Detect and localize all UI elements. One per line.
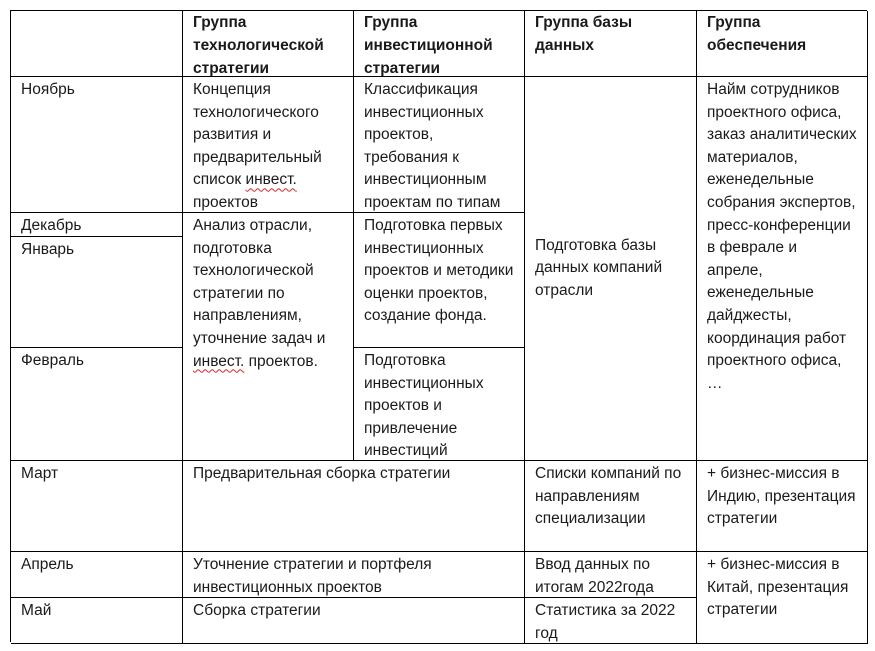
tech-dec-feb-spellcheck-word: инвест.	[193, 352, 245, 370]
month-february	[11, 348, 183, 461]
header-tech-group	[183, 11, 354, 77]
database-april-text: Ввод данных по итогам 2022года	[535, 556, 654, 596]
database-nov-feb-cell	[525, 77, 697, 461]
header-empty-cell	[11, 11, 183, 77]
month-march-label: Март	[21, 465, 59, 482]
support-nov-feb-cell	[697, 77, 868, 461]
support-april-may-text: + бизнес-миссия в Китай, презентация стратегии	[707, 556, 849, 619]
database-march-cell	[525, 461, 697, 552]
march-strategy-cell	[183, 461, 525, 552]
header-invest-group	[354, 11, 525, 77]
month-may-label: Май	[21, 602, 52, 619]
support-march-text: + бизнес-миссия в Индию, презентация стратегии	[707, 465, 856, 528]
database-may-text: Статистика за 2022 год	[535, 602, 676, 642]
invest-dec-jan-text: Подготовка первых инвестиционных проектов и методики оценки проектов, создание фонда.	[364, 217, 514, 325]
database-march-text: Списки компаний по направлениям специализации	[535, 465, 682, 528]
support-nov-feb-text: Найм сотрудников проектного офиса, заказ аналитических материалов, еженедельные собрания экспертов, пресс-конференции в феврале и апреле, еженедельные дайджесты, координация работ проектного офиса, …	[707, 81, 857, 392]
header-database-group	[525, 11, 697, 77]
database-may-cell	[525, 598, 697, 644]
may-strategy-cell	[183, 598, 525, 644]
month-may	[11, 598, 183, 644]
tech-november-text-end: проектов	[193, 193, 258, 211]
header-tech-label: Группа технологической стратегии	[193, 14, 324, 77]
tech-november-text: Концепция технологического развития и предварительный список	[193, 81, 322, 189]
invest-february-text: Подготовка инвестиционных проектов и привлечение инвестиций	[364, 352, 484, 460]
month-april	[11, 552, 183, 598]
month-march	[11, 461, 183, 552]
april-strategy-text: Уточнение стратегии и портфеля инвестиционных проектов	[193, 556, 432, 596]
schedule-table	[10, 10, 867, 642]
month-november	[11, 77, 183, 213]
tech-dec-feb-cell	[183, 213, 354, 461]
tech-november-spellcheck-word: инвест.	[245, 171, 297, 189]
invest-february-cell	[354, 348, 525, 461]
header-invest-label: Группа инвестиционной стратегии	[364, 14, 493, 77]
may-strategy-text: Сборка стратегии	[193, 602, 321, 619]
support-march-cell	[697, 461, 868, 552]
invest-november-cell	[354, 77, 525, 213]
month-january	[11, 237, 183, 348]
month-january-label: Январь	[21, 241, 75, 258]
invest-november-text: Классификация инвестиционных проектов, требования к инвестиционным проектам по типам	[364, 81, 501, 211]
tech-dec-feb-text: Анализ отрасли, подготовка технологической стратегии по направлениям, уточнение задач и	[193, 217, 326, 347]
header-support-label: Группа обеспечения	[707, 14, 807, 54]
month-december-label: Декабрь	[21, 217, 82, 234]
invest-dec-jan-cell	[354, 213, 525, 348]
database-nov-feb-text: Подготовка базы данных компаний отрасли	[535, 236, 663, 299]
march-strategy-text: Предварительная сборка стратегии	[193, 465, 451, 482]
tech-november-cell	[183, 77, 354, 213]
header-support-group	[697, 11, 868, 77]
database-april-cell	[525, 552, 697, 598]
month-december	[11, 213, 183, 237]
month-april-label: Апрель	[21, 556, 74, 573]
month-november-label: Ноябрь	[21, 81, 75, 98]
tech-dec-feb-text-end: проектов.	[244, 352, 318, 370]
april-strategy-cell	[183, 552, 525, 598]
support-april-may-cell	[697, 552, 868, 644]
month-february-label: Февраль	[21, 352, 84, 369]
header-database-label: Группа базы данных	[535, 14, 633, 54]
